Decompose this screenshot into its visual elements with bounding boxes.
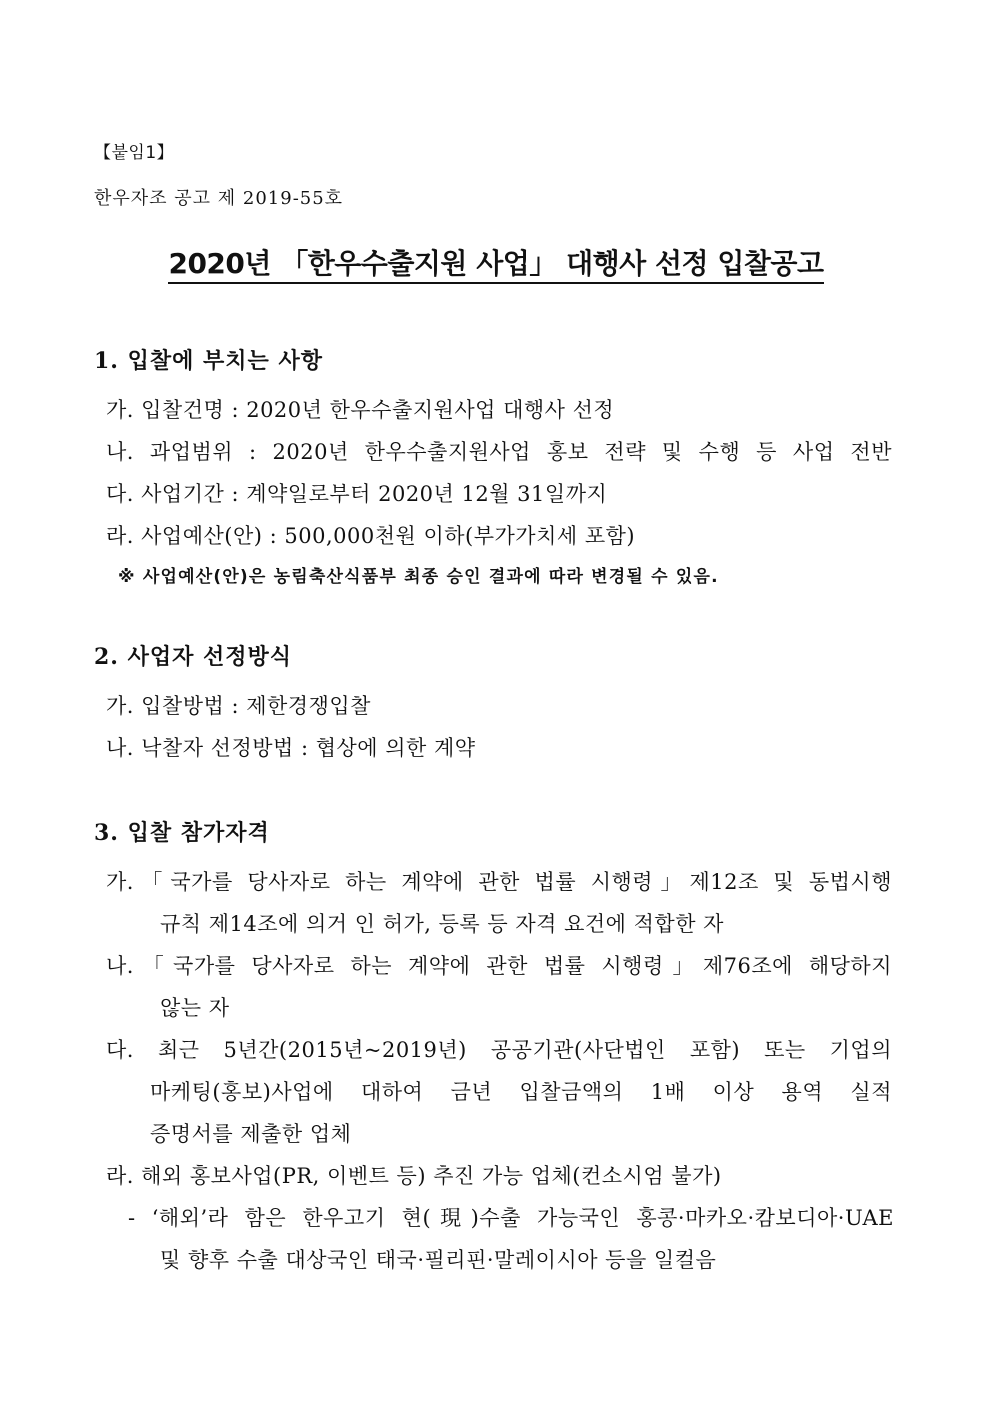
document-title xyxy=(0,242,992,282)
section-3-item-3-line-2: 마케팅(홍보)사업에 대하여 금년 입찰금액의 1배 이상 용역 실적 xyxy=(150,1080,892,1104)
section-3-item-2-line-1: 나.「국가를 당사자로 하는 계약에 관한 법률 시행령」제76조에 해당하지 xyxy=(106,954,892,978)
section-3-sub-note-line-1: - ‘해외’라 함은 한우고기 현(現)수출 가능국인 홍콩·마카오·캄보디아·UAE xyxy=(128,1206,894,1230)
section-1-item-3: 다. 사업기간 : 계약일로부터 2020년 12월 31일까지 xyxy=(106,482,608,506)
section-2-item-2: 나. 낙찰자 선정방법 : 협상에 의한 계약 xyxy=(106,736,476,760)
section-3-sub-note-line-2: 및 향후 수출 대상국인 태국·필리핀·말레이시아 등을 일컬음 xyxy=(160,1248,717,1272)
section-1-item-4: 라. 사업예산(안) : 500,000천원 이하(부가가치세 포함) xyxy=(106,524,636,548)
notice-number: 한우자조 공고 제 2019-55호 xyxy=(94,188,344,209)
section-3-item-1-line-1: 가.「국가를 당사자로 하는 계약에 관한 법률 시행령」제12조 및 동법시행 xyxy=(106,870,892,894)
section-3-item-2-line-2: 않는 자 xyxy=(160,996,230,1020)
section-3-item-1-line-2: 규칙 제14조에 의거 인 허가, 등록 등 자격 요건에 적합한 자 xyxy=(160,912,724,936)
section-2-heading: 2. 사업자 선정방식 xyxy=(94,644,293,670)
section-3-heading: 3. 입찰 참가자격 xyxy=(94,820,270,846)
section-3-item-3-line-3: 증명서를 제출한 업체 xyxy=(150,1122,352,1146)
section-3-item-4: 라. 해외 홍보사업(PR, 이벤트 등) 추진 가능 업체(컨소시엄 불가) xyxy=(106,1164,722,1188)
section-2-item-1: 가. 입찰방법 : 제한경쟁입찰 xyxy=(106,694,371,718)
section-1-item-1: 가. 입찰건명 : 2020년 한우수출지원사업 대행사 선정 xyxy=(106,398,615,422)
budget-note: ※ 사업예산(안)은 농림축산식품부 최종 승인 결과에 따라 변경될 수 있음. xyxy=(118,567,719,587)
section-3-item-3-line-1: 다. 최근 5년간(2015년~2019년) 공공기관(사단법인 포함) 또는 기업의 xyxy=(106,1038,892,1062)
document-title-text: 2020년 「한우수출지원 사업」 대행사 선정 입찰공고 xyxy=(168,247,823,284)
section-1-item-2: 나. 과업범위 : 2020년 한우수출지원사업 홍보 전략 및 수행 등 사업 전반 xyxy=(106,440,892,464)
attachment-label: 【붙임1】 xyxy=(94,143,175,163)
section-1-heading: 1. 입찰에 부치는 사항 xyxy=(94,348,323,374)
